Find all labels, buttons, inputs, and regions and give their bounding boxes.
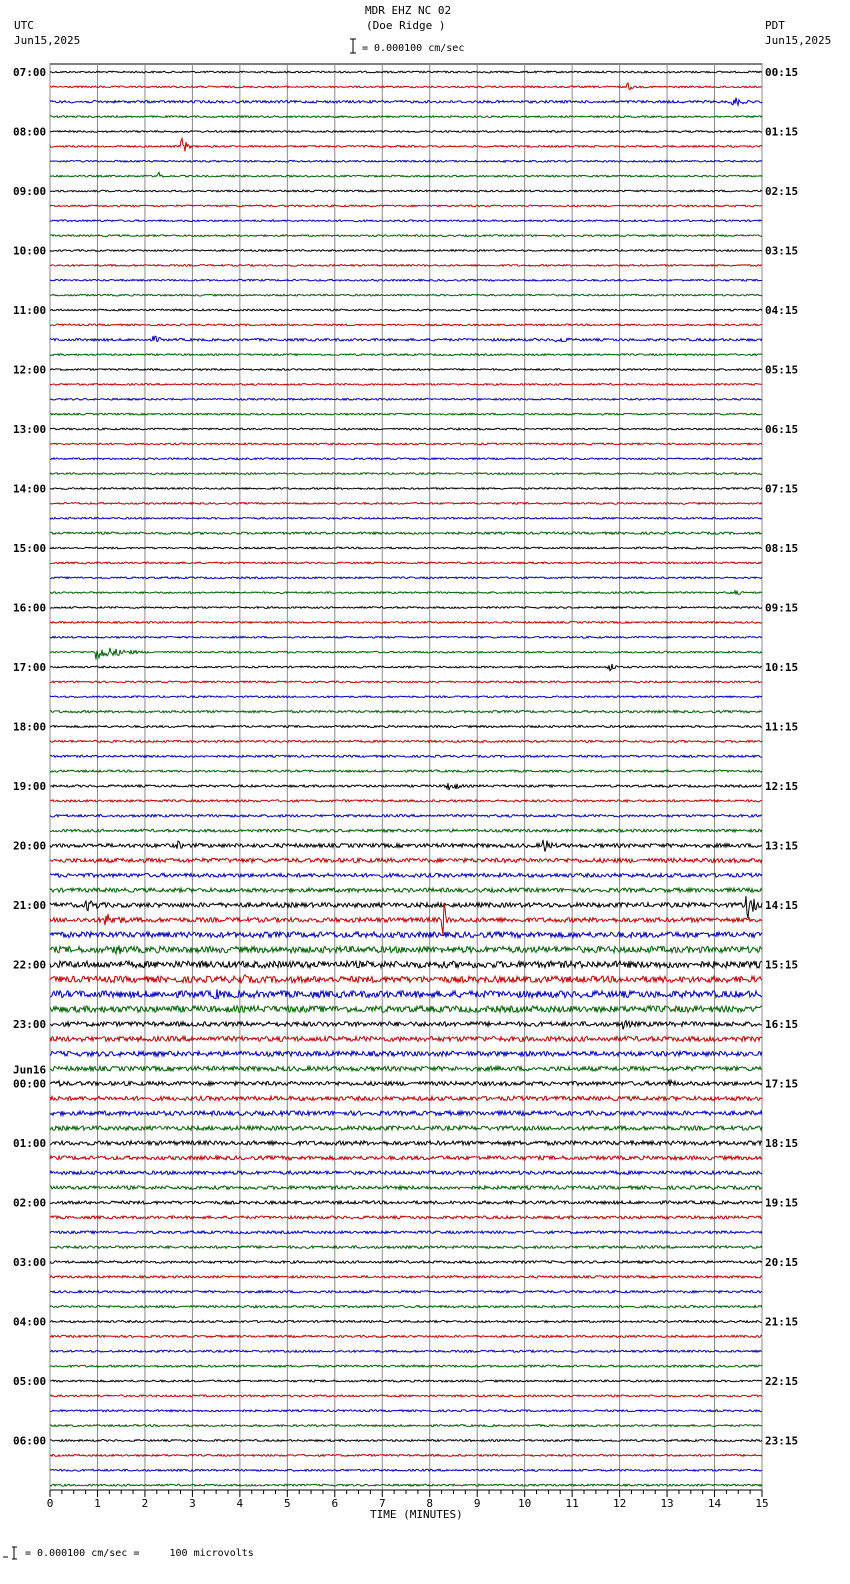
- utc-hour-label: 01:00: [13, 1137, 47, 1150]
- utc-hour-label: 18:00: [13, 720, 47, 734]
- trace-line: [50, 1051, 762, 1056]
- trace-line: [50, 172, 762, 177]
- scale-bar-icon: [350, 39, 356, 53]
- trace-line: [50, 896, 762, 918]
- pdt-hour-label: 14:15: [765, 899, 799, 912]
- pdt-hour-label: 12:15: [765, 780, 799, 793]
- trace-line: [50, 1201, 762, 1204]
- x-axis-label: TIME (MINUTES): [370, 1508, 463, 1521]
- trace-line: [50, 740, 762, 742]
- utc-hour-label: 20:00: [13, 839, 47, 853]
- trace-line: [50, 139, 762, 152]
- trace-line: [50, 1305, 762, 1307]
- utc-hour-label: 04:00: [13, 1315, 47, 1329]
- utc-hour-label: 05:00: [13, 1375, 47, 1388]
- trace-line: [50, 205, 762, 207]
- pdt-timezone-label: PDT: [765, 19, 785, 32]
- trace-line: [50, 98, 762, 105]
- trace-line: [50, 517, 762, 519]
- footer-scale-bar-icon: [3, 1547, 17, 1559]
- trace-line: [50, 1320, 762, 1322]
- pdt-hour-label: 23:15: [765, 1434, 799, 1448]
- trace-line: [50, 1276, 762, 1278]
- trace-line: [50, 264, 762, 266]
- trace-line: [50, 428, 762, 430]
- utc-hour-label: 11:00: [13, 304, 47, 317]
- trace-line: [50, 502, 762, 504]
- trace-line: [50, 532, 762, 534]
- pdt-date-label: Jun15,2025: [765, 34, 832, 47]
- trace-line: [50, 621, 762, 623]
- station-title: MDR EHZ NC 02: [365, 4, 452, 17]
- x-tick-label: 10: [518, 1497, 532, 1510]
- trace-line: [50, 1410, 762, 1412]
- trace-line: [50, 294, 762, 296]
- trace-line: [50, 250, 762, 252]
- footer-scale-text: = 0.000100 cm/sec = 100 microvolts: [25, 1548, 254, 1559]
- trace-line: [50, 961, 762, 968]
- pdt-hour-label: 09:15: [765, 601, 799, 615]
- trace-line: [50, 696, 762, 698]
- utc-hour-label: 16:00: [13, 601, 47, 615]
- pdt-hour-label: 00:15: [765, 66, 799, 79]
- utc-hour-label: 21:00: [13, 899, 47, 912]
- pdt-hour-label: 18:15: [765, 1137, 799, 1150]
- utc-hour-label: 07:00: [13, 66, 47, 79]
- trace-line: [50, 1066, 762, 1071]
- x-tick-label: 3: [189, 1497, 196, 1510]
- pdt-hour-label: 22:15: [765, 1375, 799, 1388]
- trace-line: [50, 873, 762, 877]
- pdt-hour-label: 03:15: [765, 244, 799, 258]
- trace-line: [50, 309, 762, 311]
- pdt-hour-label: 07:15: [765, 482, 799, 496]
- trace-line: [50, 1425, 762, 1427]
- pdt-hour-label: 17:15: [765, 1077, 799, 1091]
- trace-line: [50, 1365, 762, 1367]
- utc-hour-label: 10:00: [13, 244, 47, 258]
- x-tick-label: 6: [331, 1497, 339, 1510]
- utc-hour-label: 06:00: [13, 1434, 47, 1448]
- x-tick-label: 15: [755, 1497, 769, 1510]
- trace-line: [50, 279, 762, 281]
- trace-line: [50, 648, 762, 660]
- x-tick-label: 2: [141, 1497, 149, 1510]
- trace-line: [50, 636, 762, 638]
- utc-hour-label: 02:00: [13, 1196, 47, 1210]
- x-tick-label: 12: [612, 1497, 627, 1510]
- station-location: (Doe Ridge ): [366, 19, 446, 32]
- trace-line: [50, 1261, 762, 1264]
- trace-line: [50, 1440, 762, 1442]
- utc-hour-label: 23:00: [13, 1018, 47, 1031]
- trace-line: [50, 1156, 762, 1160]
- trace-line: [50, 888, 762, 892]
- trace-line: [50, 840, 762, 852]
- pdt-hour-label: 10:15: [765, 661, 799, 674]
- x-axis-ticks: [47, 1490, 769, 1510]
- pdt-hour-label: 05:15: [765, 363, 799, 377]
- utc-date-label: Jun15,2025: [14, 34, 81, 47]
- trace-line: [50, 945, 762, 954]
- utc-hour-label: 17:00: [13, 661, 47, 674]
- utc-hour-label: 19:00: [13, 780, 47, 793]
- utc-hour-label: 08:00: [13, 125, 47, 139]
- trace-line: [50, 1186, 762, 1190]
- trace-line: [50, 1395, 762, 1397]
- pdt-hour-label: 21:15: [765, 1315, 799, 1329]
- x-tick-label: 5: [284, 1497, 291, 1510]
- trace-line: [50, 1171, 762, 1175]
- trace-line: [50, 562, 762, 564]
- trace-line: [50, 1231, 762, 1234]
- trace-line: [50, 1380, 762, 1382]
- trace-line: [50, 1111, 762, 1116]
- trace-line: [50, 443, 762, 445]
- trace-line: [50, 755, 762, 757]
- trace-line: [50, 83, 762, 90]
- trace-line: [50, 829, 762, 832]
- trace-line: [50, 369, 762, 371]
- utc-hour-label: 03:00: [13, 1256, 47, 1269]
- pdt-hour-label: 11:15: [765, 720, 799, 734]
- utc-hour-label: 00:00: [13, 1077, 47, 1091]
- utc-hour-label: 22:00: [13, 958, 47, 972]
- trace-line: [50, 336, 762, 342]
- pdt-hour-label: 20:15: [765, 1256, 799, 1269]
- trace-line: [50, 989, 762, 999]
- pdt-hour-label: 06:15: [765, 423, 799, 436]
- utc-hour-label: 12:00: [13, 363, 47, 377]
- trace-line: [50, 858, 762, 862]
- utc-day-change-label: Jun16: [13, 1063, 47, 1077]
- x-tick-label: 9: [473, 1497, 481, 1510]
- trace-line: [50, 131, 762, 133]
- trace-line: [50, 1246, 762, 1249]
- trace-line: [50, 1096, 762, 1100]
- trace-line: [50, 770, 762, 772]
- x-tick-label: 14: [707, 1497, 722, 1510]
- trace-line: [50, 1291, 762, 1293]
- utc-timezone-label: UTC: [14, 19, 34, 32]
- trace-line: [50, 383, 762, 385]
- trace-line: [50, 190, 762, 192]
- trace-line: [50, 932, 762, 938]
- pdt-hour-label: 13:15: [765, 839, 799, 853]
- pdt-hour-label: 01:15: [765, 125, 799, 139]
- x-tick-label: 8: [426, 1497, 434, 1510]
- trace-line: [50, 458, 762, 460]
- trace-line: [50, 1080, 762, 1086]
- utc-hour-label: 09:00: [13, 185, 47, 198]
- x-tick-label: 1: [94, 1497, 101, 1510]
- trace-line: [50, 547, 762, 549]
- trace-line: [50, 116, 762, 118]
- trace-line: [50, 783, 762, 790]
- pdt-hour-label: 16:15: [765, 1018, 799, 1031]
- x-tick-label: 0: [46, 1497, 54, 1510]
- trace-line: [50, 664, 762, 671]
- utc-hour-label: 13:00: [13, 423, 47, 436]
- trace-line: [50, 1350, 762, 1352]
- trace-line: [50, 1484, 762, 1486]
- trace-line: [50, 1454, 762, 1456]
- trace-group: [50, 71, 762, 1486]
- trace-line: [50, 413, 762, 415]
- trace-line: [50, 710, 762, 712]
- x-tick-label: 11: [565, 1497, 579, 1510]
- trace-line: [50, 975, 762, 984]
- trace-line: [50, 1335, 762, 1337]
- trace-line: [50, 1036, 762, 1041]
- x-tick-label: 4: [236, 1497, 244, 1510]
- trace-line: [50, 71, 762, 73]
- trace-line: [50, 235, 762, 237]
- trace-line: [50, 488, 762, 490]
- trace-line: [50, 903, 762, 935]
- scale-bar-text: = 0.000100 cm/sec: [362, 43, 465, 54]
- pdt-hour-label: 15:15: [765, 958, 799, 972]
- trace-line: [50, 220, 762, 222]
- pdt-hour-label: 08:15: [765, 542, 799, 555]
- trace-line: [50, 473, 762, 475]
- trace-line: [50, 324, 762, 326]
- pdt-hour-label: 04:15: [765, 304, 799, 317]
- trace-line: [50, 1469, 762, 1471]
- trace-line: [50, 681, 762, 683]
- trace-line: [50, 1126, 762, 1130]
- trace-line: [50, 1141, 762, 1145]
- trace-line: [50, 160, 762, 162]
- x-tick-label: 13: [660, 1497, 674, 1510]
- trace-line: [50, 1216, 762, 1219]
- trace-line: [50, 354, 762, 356]
- x-tick-label: 7: [378, 1497, 386, 1510]
- utc-hour-label: 15:00: [13, 542, 47, 555]
- trace-line: [50, 591, 762, 595]
- utc-hour-label: 14:00: [13, 482, 47, 496]
- trace-line: [50, 577, 762, 579]
- pdt-hour-label: 02:15: [765, 185, 799, 198]
- trace-line: [50, 398, 762, 400]
- trace-line: [50, 814, 762, 817]
- trace-line: [50, 800, 762, 802]
- trace-line: [50, 607, 762, 609]
- pdt-hour-label: 19:15: [765, 1196, 799, 1210]
- trace-line: [50, 725, 762, 727]
- trace-line: [50, 1006, 762, 1012]
- trace-line: [50, 1021, 762, 1030]
